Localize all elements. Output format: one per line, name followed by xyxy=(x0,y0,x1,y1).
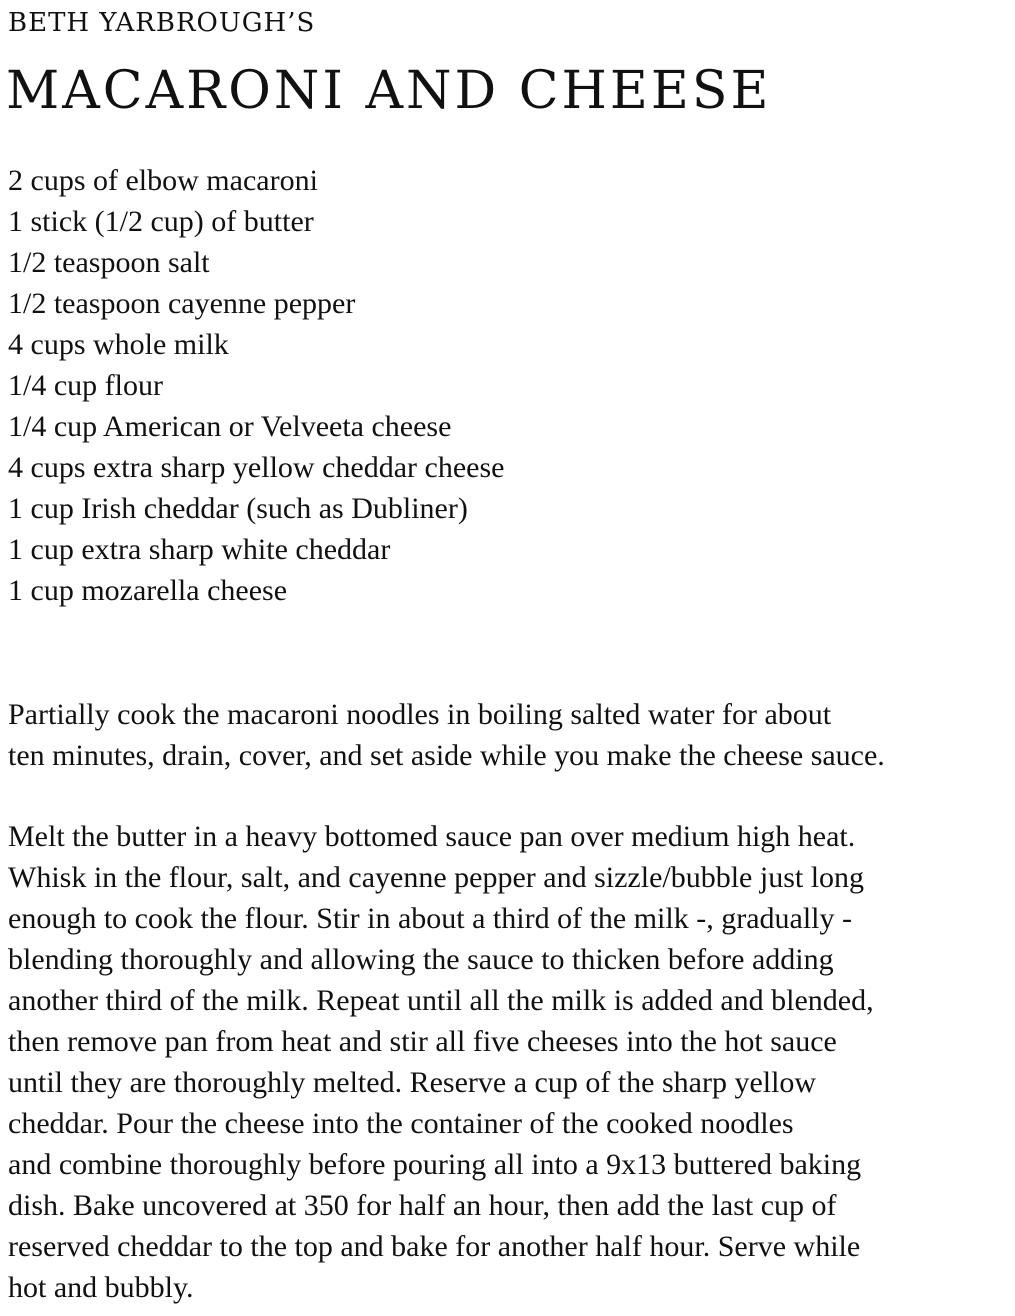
ingredient-item: 4 cups whole milk xyxy=(8,328,229,361)
instruction-line: enough to cook the flour. Stir in about a third of the milk -, gradually - xyxy=(8,902,852,935)
ingredient-item: 1 cup extra sharp white cheddar xyxy=(8,533,391,566)
instruction-line: dish. Bake uncovered at 350 for half an hour, then add the last cup of xyxy=(8,1189,837,1222)
instruction-line: until they are thoroughly melted. Reserve a cup of the sharp yellow xyxy=(8,1066,817,1099)
ingredient-item: 1 cup mozarella cheese xyxy=(8,574,288,607)
instruction-line: ten minutes, drain, cover, and set aside while you make the cheese sauce. xyxy=(8,739,885,772)
ingredient-item: 1 cup Irish cheddar (such as Dubliner) xyxy=(8,492,468,525)
instruction-line: cheddar. Pour the cheese into the container of the cooked noodles xyxy=(8,1107,794,1140)
instruction-paragraph-sauce xyxy=(8,816,874,1308)
instruction-line: hot and bubbly. xyxy=(8,1271,194,1304)
instruction-line: another third of the milk. Repeat until all the milk is added and blended, xyxy=(8,984,874,1017)
ingredient-item: 2 cups of elbow macaroni xyxy=(8,164,318,197)
ingredients-list xyxy=(8,160,504,611)
instruction-line: then remove pan from heat and stir all five cheeses into the hot sauce xyxy=(8,1025,837,1058)
instruction-line: reserved cheddar to the top and bake for another half hour. Serve while xyxy=(8,1230,861,1263)
instruction-line: Whisk in the flour, salt, and cayenne pepper and sizzle/bubble just long xyxy=(8,861,865,894)
instruction-line: blending thoroughly and allowing the sauce to thicken before adding xyxy=(8,943,834,976)
ingredient-item: 1/4 cup American or Velveeta cheese xyxy=(8,410,452,443)
ingredient-item: 1/2 teaspoon cayenne pepper xyxy=(8,287,356,320)
ingredient-item: 1/4 cup flour xyxy=(8,369,163,402)
ingredient-item: 1 stick (1/2 cup) of butter xyxy=(8,205,314,238)
instruction-line: Melt the butter in a heavy bottomed sauce pan over medium high heat. xyxy=(8,820,856,853)
ingredient-item: 4 cups extra sharp yellow cheddar cheese xyxy=(8,451,505,484)
recipe-byline: BETH YARBROUGH’S xyxy=(8,8,316,38)
instruction-paragraph-prep xyxy=(8,694,885,776)
ingredient-item: 1/2 teaspoon salt xyxy=(8,246,210,279)
instruction-line: and combine thoroughly before pouring all into a 9x13 buttered baking xyxy=(8,1148,862,1181)
instruction-line: Partially cook the macaroni noodles in boiling salted water for about xyxy=(8,698,832,731)
recipe-title: MACARONI AND CHEESE xyxy=(6,61,772,121)
